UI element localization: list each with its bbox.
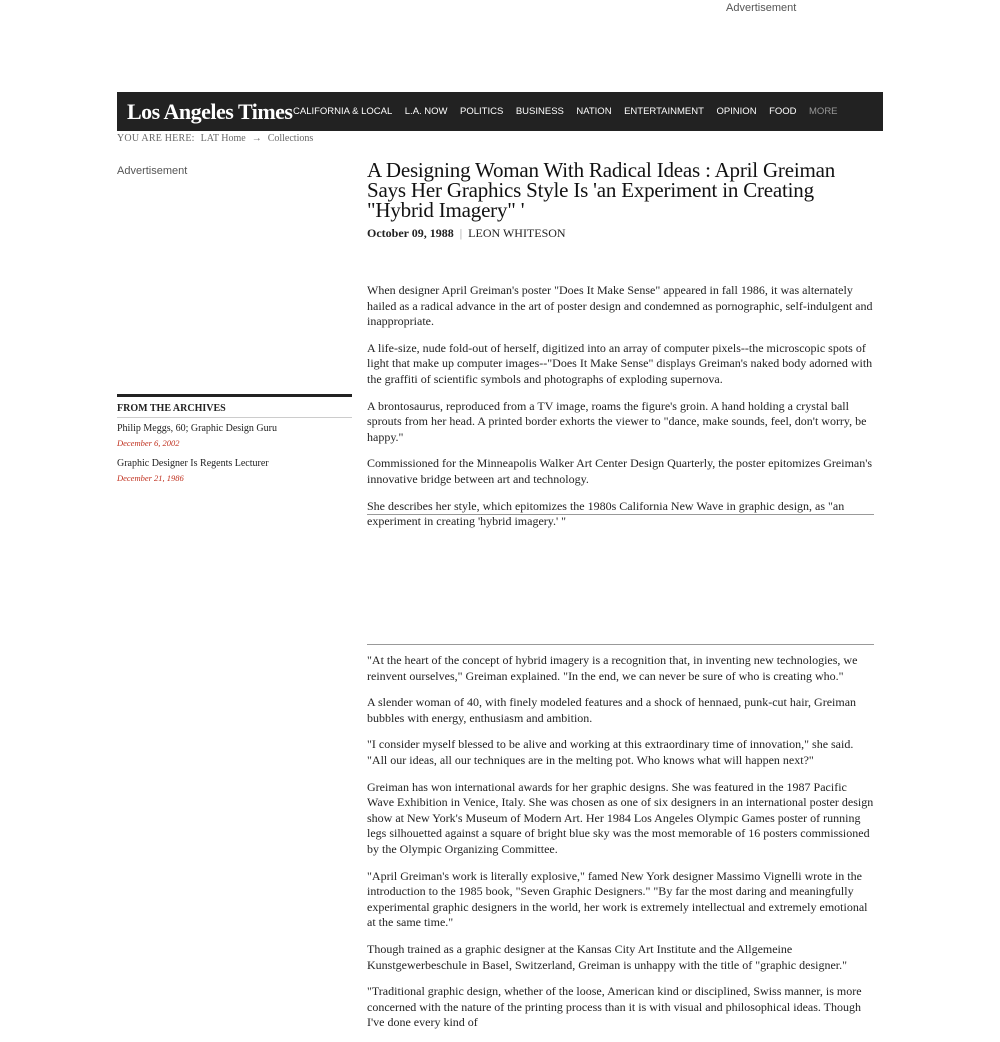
advertisement-label-top: Advertisement — [726, 2, 797, 14]
breadcrumb-label: YOU ARE HERE: — [117, 133, 195, 144]
nav-business[interactable]: BUSINESS — [515, 106, 564, 117]
nav-nation[interactable]: NATION — [576, 106, 612, 117]
archive-item-date: December 21, 1986 — [117, 473, 184, 483]
inline-ad-divider-bottom — [367, 644, 874, 645]
masthead — [117, 92, 883, 131]
nav-more[interactable]: MORE — [809, 106, 838, 117]
article-header — [367, 160, 875, 241]
breadcrumb — [117, 133, 313, 144]
inline-ad-divider-top — [367, 514, 874, 515]
article-author[interactable]: LEON WHITESON — [468, 226, 566, 240]
article-paragraph: Commissioned for the Minneapolis Walker Art Center Design Quarterly, the poster epitomizes Greiman's innovative bridge between art and technology. — [367, 456, 873, 486]
nav-entertainment[interactable]: ENTERTAINMENT — [624, 106, 704, 117]
nav-food[interactable]: FOOD — [769, 106, 797, 117]
main-nav — [293, 106, 850, 117]
article-paragraph: She describes her style, which epitomizes the 1980s California New Wave in graphic design, as "an experiment in creating 'hybrid imagery.' " — [367, 498, 845, 529]
article-paragraph: Greiman has won international awards for her graphic designs. She was featured in the 1987 Pacific Wave Exhibition in Venice, Italy. She was chosen as one of six designers in an international poster design show at New York's Museum of Modern Art. Her 1984 Los Angeles Olympic Games poster of running legs silhouetted against a square of bright blue sky was the most memorable of 16 posters commissioned by the Olympic Organizing Committee. — [367, 779, 874, 856]
byline — [367, 226, 875, 241]
article-paragraph: "April Greiman's work is literally explosive," famed New York designer Massimo Vignelli wrote in the introduction to the 1985 book, "Seven Graphic Designers." "By far the most daring and meaningfully experimental graphic designers in the world, her work is extremely intellectual and extremely emotional at the same time." — [367, 868, 868, 930]
nav-opinion[interactable]: OPINION — [716, 106, 757, 117]
lat-logo[interactable]: Los Angeles Times — [127, 98, 293, 124]
article-body-part-1 — [367, 283, 875, 541]
article-paragraph: A slender woman of 40, with finely modeled features and a shock of hennaed, punk-cut hair, Greiman bubbles with energy, enthusiasm and ambition. — [367, 695, 857, 725]
archive-item — [117, 458, 352, 483]
archive-item-link[interactable]: Graphic Designer Is Regents Lecturer — [117, 458, 269, 469]
archive-item-date: December 6, 2002 — [117, 438, 180, 448]
article-date: October 09, 1988 — [367, 226, 454, 240]
archive-item-link[interactable]: Philip Meggs, 60; Graphic Design Guru — [117, 423, 277, 434]
archive-item — [117, 423, 352, 448]
nav-la-now[interactable]: L.A. NOW — [404, 106, 448, 117]
nav-politics[interactable]: POLITICS — [460, 106, 504, 117]
nav-california-local[interactable]: CALIFORNIA & LOCAL — [293, 106, 393, 117]
article-paragraph: "I consider myself blessed to be alive and working at this extraordinary time of innovation," she said. "All our ideas, all our techniques are in the melting pot. Who knows what will happen next?" — [367, 737, 854, 767]
breadcrumb-arrow-icon: → — [251, 133, 262, 144]
article-headline: A Designing Woman With Radical Ideas : April Greiman Says Her Graphics Style Is 'an Experiment in Creating "Hybrid Imagery" ' — [367, 158, 836, 222]
breadcrumb-home-link[interactable]: LAT Home — [200, 133, 246, 144]
article-paragraph: When designer April Greiman's poster "Does It Make Sense" appeared in fall 1986, it was alternately hailed as a radical advance in the art of poster design and condemned as pornographic, self-indulgent and inappropriate. — [367, 283, 873, 329]
breadcrumb-collections-link[interactable]: Collections — [267, 133, 314, 144]
article-paragraph: "Traditional graphic design, whether of the loose, American kind or disciplined, Swiss manner, is more concerned with the nature of the printing process than it is with visual and philosophical ideas. Though I've done every kind of — [367, 984, 862, 1030]
article-body-part-2 — [367, 653, 875, 1042]
archives-title: FROM THE ARCHIVES — [117, 397, 352, 418]
archives-module — [117, 394, 352, 493]
article-paragraph: A life-size, nude fold-out of herself, digitized into an array of computer pixels--the microscopic spots of light that make up computer images--"Does It Make Sense" displays Greiman's naked body adorned with the graffiti of scientific symbols and photographs of exploding supernova. — [367, 340, 873, 386]
article-paragraph: A brontosaurus, reproduced from a TV image, roams the figure's groin. A hand holding a crystal ball sprouts from her head. A printed border exhorts the viewer to "dance, make sounds, feel, don't worry, be happy." — [367, 398, 867, 444]
byline-separator: | — [459, 226, 463, 240]
article-paragraph: "At the heart of the concept of hybrid imagery is a recognition that, in inventing new technologies, we reinvent ourselves," Greiman explained. "In the end, we can never be sure of who is creating who." — [367, 653, 858, 683]
article-paragraph: Though trained as a graphic designer at the Kansas City Art Institute and the Allgemeine Kunstgewerbeschule in Basel, Switzerland, Greiman is unhappy with the title of "graphic designer." — [367, 941, 848, 972]
advertisement-label-left: Advertisement — [117, 165, 188, 177]
